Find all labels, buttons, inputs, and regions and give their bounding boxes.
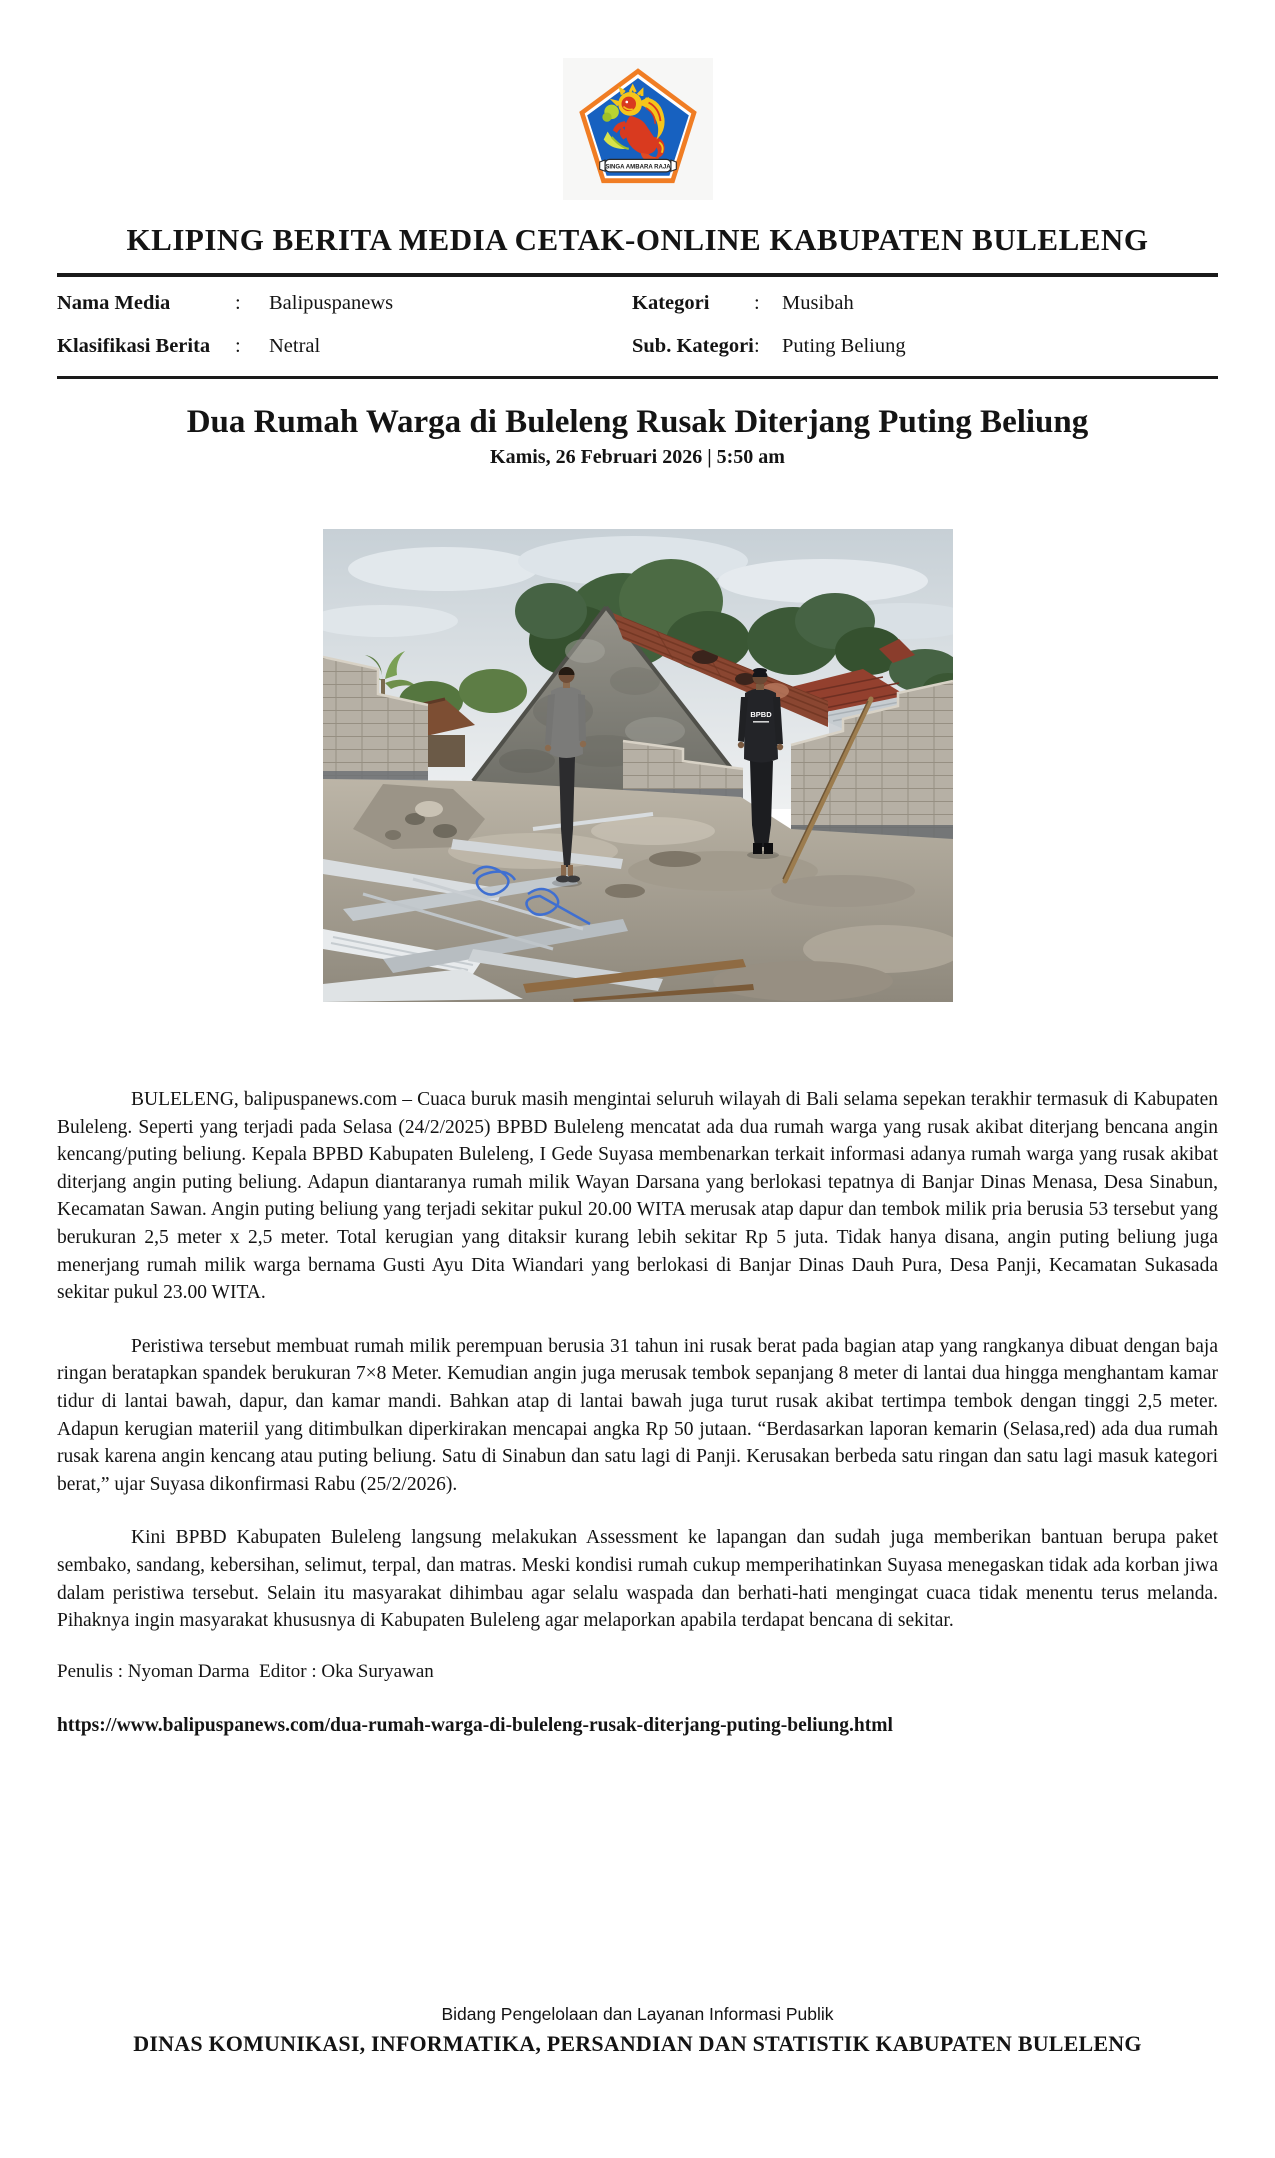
sub-kategori-value: Puting Beliung [782,335,906,357]
colon-separator: : [235,292,241,314]
byline: Penulis : Nyoman Darma Editor : Oka Suryawan [57,1660,434,1682]
klasifikasi-label: Klasifikasi Berita [57,335,211,357]
crest-banner-text: SINGA AMBARA RAJA [604,164,671,171]
colon-separator: : [754,292,760,314]
kategori-value: Musibah [782,292,854,314]
bpbd-uniform-text: BPBD [749,710,772,719]
paragraph-2: Peristiwa tersebut membuat rumah milik perempuan berusia 31 tahun ini rusak berat pada bagian atap yang rangkanya dibuat dengan baja ringan beratapkan spandek berukuran 7×8 Meter. Kemudian angin juga merusak tembok sepanjang 8 meter di lantai dua hingga menghantam kamar tidur di lantai bawah, dapur, dan kamar mandi. Bahkan atap di lantai bawah juga turut rusak akibat tertimpa tembok dengan tinggi 2,5 meter. Adapun kerugian materiil yang ditimbulkan diperkirakan mencapai angka Rp 50 jutaan. “Berdasarkan laporan kemarin (Selasa,red) ada dua rumah rusak karena angin kencang atau puting beliung. Satu di Sinabun dan satu lagi di Panji. Kerusakan berbeda satu ringan dan satu lagi masuk kategori berat,” ujar Suyasa dikonfirmasi Rabu (25/2/2026). [57,1335,1218,1495]
source-url: https://www.balipuspanews.com/dua-rumah-warga-di-buleleng-rusak-diterjang-puting-beliung.html [57,1714,893,1736]
kategori-label: Kategori [632,292,710,314]
nama-media-label: Nama Media [57,292,171,314]
article-photo-container [57,529,1218,1002]
klasifikasi-value: Netral [269,335,321,357]
sub-kategori-field [632,333,1218,359]
nama-media-value: Balipuspanews [269,292,394,314]
sub-kategori-label: Sub. Kategori [632,335,754,357]
footer-agency: DINAS KOMUNIKASI, INFORMATIKA, PERSANDIAN DAN STATISTIK KABUPATEN BULELENG [133,2031,1142,2056]
nama-media-field [57,290,632,316]
colon-separator: : [754,335,760,357]
footer-division: Bidang Pengelolaan dan Layanan Informasi Publik [441,2004,834,2024]
metadata-row-1 [57,290,1218,316]
buleleng-crest-logo [563,58,713,200]
klasifikasi-field [57,333,632,359]
buleleng-crest-icon [571,63,705,195]
document-title: KLIPING BERITA MEDIA CETAK-ONLINE KABUPATEN BULELENG [126,222,1149,257]
article-date: Kamis, 26 Februari 2026 | 5:50 am [490,446,785,468]
logo-container [57,58,1218,200]
metadata-table [57,290,1218,359]
article-title: Dua Rumah Warga di Buleleng Rusak Diterjang Puting Beliung [186,404,1089,440]
colon-separator: : [235,335,241,357]
metadata-divider [57,376,1218,379]
paragraph-3: Kini BPBD Kabupaten Buleleng langsung melakukan Assessment ke lapangan dan sudah juga memberikan bantuan berupa paket sembako, sandang, kebersihan, selimut, terpal, dan matras. Meski kondisi rumah cukup memperihatinkan Suyasa menegaskan tidak ada korban jiwa dalam peristiwa tersebut. Selain itu masyarakat dihimbau agar selalu waspada dan berhati-hati mengingat cuaca tidak menentu terus melanda. Pihaknya ingin masyarakat khususnya di Kabupaten Buleleng agar melaporkan apabila terdapat bencana di sekitar. [57,1527,1218,1632]
kliping-document-page [0,58,1275,2158]
paragraph-1: BULELENG, balipuspanews.com – Cuaca buruk masih mengintai seluruh wilayah di Bali selama sepekan terakhir termasuk di Kabupaten Buleleng. Seperti yang terjadi pada Selasa (24/2/2025) BPBD Buleleng mencatat ada dua rumah warga yang rusak akibat diterjang bencana angin kencang/puting beliung. Kepala BPBD Kabupaten Buleleng, I Gede Suyasa membenarkan terkait informasi adanya rumah warga yang rusak akibat diterjang angin puting beliung. Adapun diantaranya rumah milik Wayan Darsana yang berlokasi tepatnya di Banjar Dinas Menasa, Desa Sinabun, Kecamatan Sawan. Angin puting beliung yang terjadi sekitar pukul 20.00 WITA merusak atap dapur dan tembok milik pria berusia 53 tersebut yang berukuran 2,5 meter x 2,5 meter. Total kerugian yang ditaksir kurang lebih sekitar Rp 5 juta. Tidak hanya disana, angin puting beliung juga menerjang rumah milik warga bernama Gusti Ayu Dita Wiandari yang berlokasi di Banjar Dinas Dauh Pura, Desa Panji, Kecamatan Sukasada sekitar pukul 23.00 WITA. [57,1089,1218,1304]
article-body [57,1086,1218,1737]
article-photo [323,529,953,1002]
header-divider [57,273,1218,277]
metadata-row-2 [57,333,1218,359]
kategori-field [632,290,1218,316]
page-footer [0,2004,1275,2057]
